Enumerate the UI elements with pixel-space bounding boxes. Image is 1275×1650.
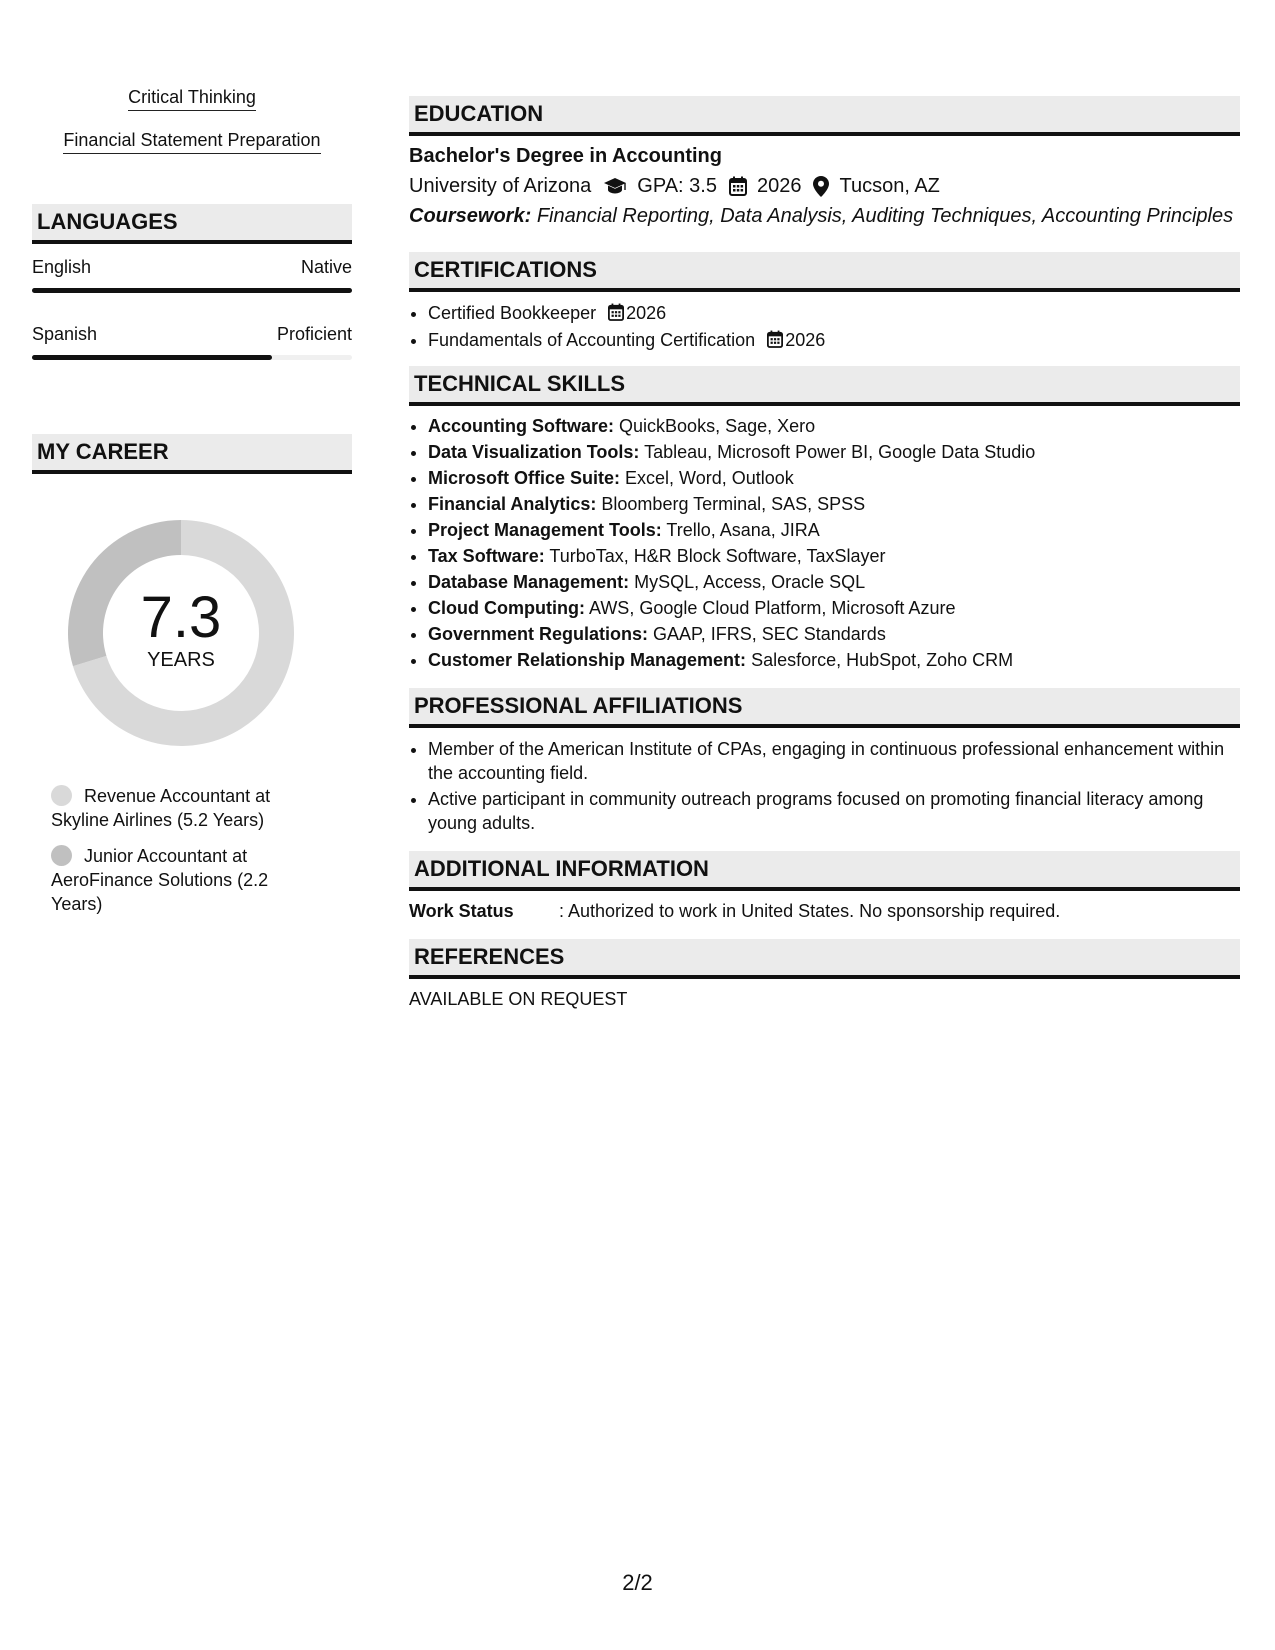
languages-list [32, 256, 352, 360]
certification-name: Certified Bookkeeper [428, 303, 597, 323]
skill-item [428, 648, 1240, 673]
skill-value: GAAP, IFRS, SEC Standards [653, 624, 886, 644]
language-name: Spanish [32, 324, 98, 344]
calendar-icon [767, 330, 783, 348]
skill-label: Data Visualization Tools: [428, 442, 640, 462]
skill-item [428, 518, 1240, 543]
career-legend-item [51, 784, 301, 832]
skill-label: Database Management: [428, 572, 630, 592]
skill-item [428, 622, 1240, 647]
skill-value: Tableau, Microsoft Power BI, Google Data Studio [644, 442, 1036, 462]
skill-value: Bloomberg Terminal, SAS, SPSS [601, 494, 866, 514]
references-text: AVAILABLE ON REQUEST [409, 989, 628, 1009]
affiliations-heading: PROFESSIONAL AFFILIATIONS [409, 688, 1240, 728]
career-legend-text: Revenue Accountant at Skyline Airlines (5.2 Years) [51, 786, 271, 830]
affiliation-item: • Member of the American Institute of CPAs, engaging in continuous professional enhancement within the accounting field. [428, 737, 1240, 785]
language-proficiency-fill [32, 355, 272, 360]
education-year: 2026 [756, 175, 802, 197]
skill-value: TurboTax, H&R Block Software, TaxSlayer [549, 546, 886, 566]
language-level: Proficient [276, 324, 352, 344]
certifications-list [409, 300, 1240, 354]
left-column [32, 86, 352, 928]
soft-skill-item: Critical Thinking [128, 86, 256, 111]
education-degree: Bachelor's Degree in Accounting [409, 145, 722, 167]
skill-label: Cloud Computing: [428, 598, 585, 618]
skill-value: Trello, Asana, JIRA [666, 520, 820, 540]
affiliation-item: • Active participant in community outreach programs focused on promoting financial literacy among young adults. [428, 787, 1240, 835]
languages-heading: LANGUAGES [32, 204, 352, 244]
certification-year: 2026 [626, 303, 667, 323]
additional-info-heading: ADDITIONAL INFORMATION [409, 851, 1240, 891]
skill-label: Government Regulations: [428, 624, 649, 644]
career-donut-chart [66, 518, 296, 748]
work-status-label: Work Status [409, 901, 514, 921]
skill-value: Salesforce, HubSpot, Zoho CRM [751, 650, 1014, 670]
education-coursework [409, 203, 1240, 229]
soft-skills [32, 86, 352, 154]
skill-value: AWS, Google Cloud Platform, Microsoft Azure [588, 598, 956, 618]
skill-item [428, 414, 1240, 439]
certification-item [428, 300, 1240, 327]
skill-label: Financial Analytics: [428, 494, 597, 514]
language-proficiency-bar [32, 288, 352, 293]
language-level: Native [300, 257, 352, 277]
skill-item [428, 544, 1240, 569]
coursework-list: Financial Reporting, Data Analysis, Auditing Techniques, Accounting Principles [536, 205, 1234, 227]
skill-value: QuickBooks, Sage, Xero [619, 416, 816, 436]
skill-value: MySQL, Access, Oracle SQL [634, 572, 866, 592]
career-heading: MY CAREER [32, 434, 352, 474]
work-status-row [409, 900, 1240, 922]
language-proficiency-fill [32, 288, 352, 293]
affiliations-list [409, 737, 1240, 835]
certifications-heading: CERTIFICATIONS [409, 252, 1240, 292]
skill-label: Tax Software: [428, 546, 545, 566]
career-legend-text: Junior Accountant at AeroFinance Solutions (2.2 Years) [51, 846, 269, 914]
technical-skills-heading: TECHNICAL SKILLS [409, 366, 1240, 406]
skill-label: Project Management Tools: [428, 520, 662, 540]
language-name: English [32, 257, 92, 277]
right-column [409, 96, 1240, 1010]
page-number: 2/2 [622, 1570, 653, 1595]
certification-year: 2026 [785, 330, 826, 350]
skill-item [428, 570, 1240, 595]
soft-skill-item: Financial Statement Preparation [63, 129, 320, 154]
language-item [32, 256, 352, 293]
certification-item [428, 327, 1240, 354]
references-heading: REFERENCES [409, 939, 1240, 979]
graduation-cap-icon [603, 177, 627, 195]
skill-label: Microsoft Office Suite: [428, 468, 621, 488]
work-status-value: : Authorized to work in United States. No sponsorship required. [559, 901, 1061, 921]
language-proficiency-bar [32, 355, 352, 360]
career-total-unit: YEARS [147, 649, 215, 671]
calendar-icon [608, 303, 624, 321]
skill-item [428, 492, 1240, 517]
education-location: Tucson, AZ [839, 175, 940, 197]
skill-label: Customer Relationship Management: [428, 650, 747, 670]
skill-value: Excel, Word, Outlook [625, 468, 794, 488]
certification-name: Fundamentals of Accounting Certification [428, 330, 756, 350]
calendar-icon [729, 176, 747, 196]
skill-item [428, 440, 1240, 465]
language-item [32, 323, 352, 360]
education-gpa: GPA: 3.5 [637, 175, 717, 197]
skill-label: Accounting Software: [428, 416, 615, 436]
skill-item [428, 596, 1240, 621]
career-legend-item [51, 844, 301, 916]
education-school: University of Arizona [409, 175, 592, 197]
map-pin-icon [813, 176, 829, 197]
education-details [409, 173, 1240, 199]
career-total-value: 7.3 [140, 585, 222, 650]
legend-dot-icon [51, 845, 72, 866]
education-heading: EDUCATION [409, 96, 1240, 136]
skill-item [428, 466, 1240, 491]
technical-skills-list [409, 414, 1240, 673]
career-legend [32, 784, 352, 916]
legend-dot-icon [51, 785, 72, 806]
coursework-label: Coursework: [409, 205, 532, 227]
